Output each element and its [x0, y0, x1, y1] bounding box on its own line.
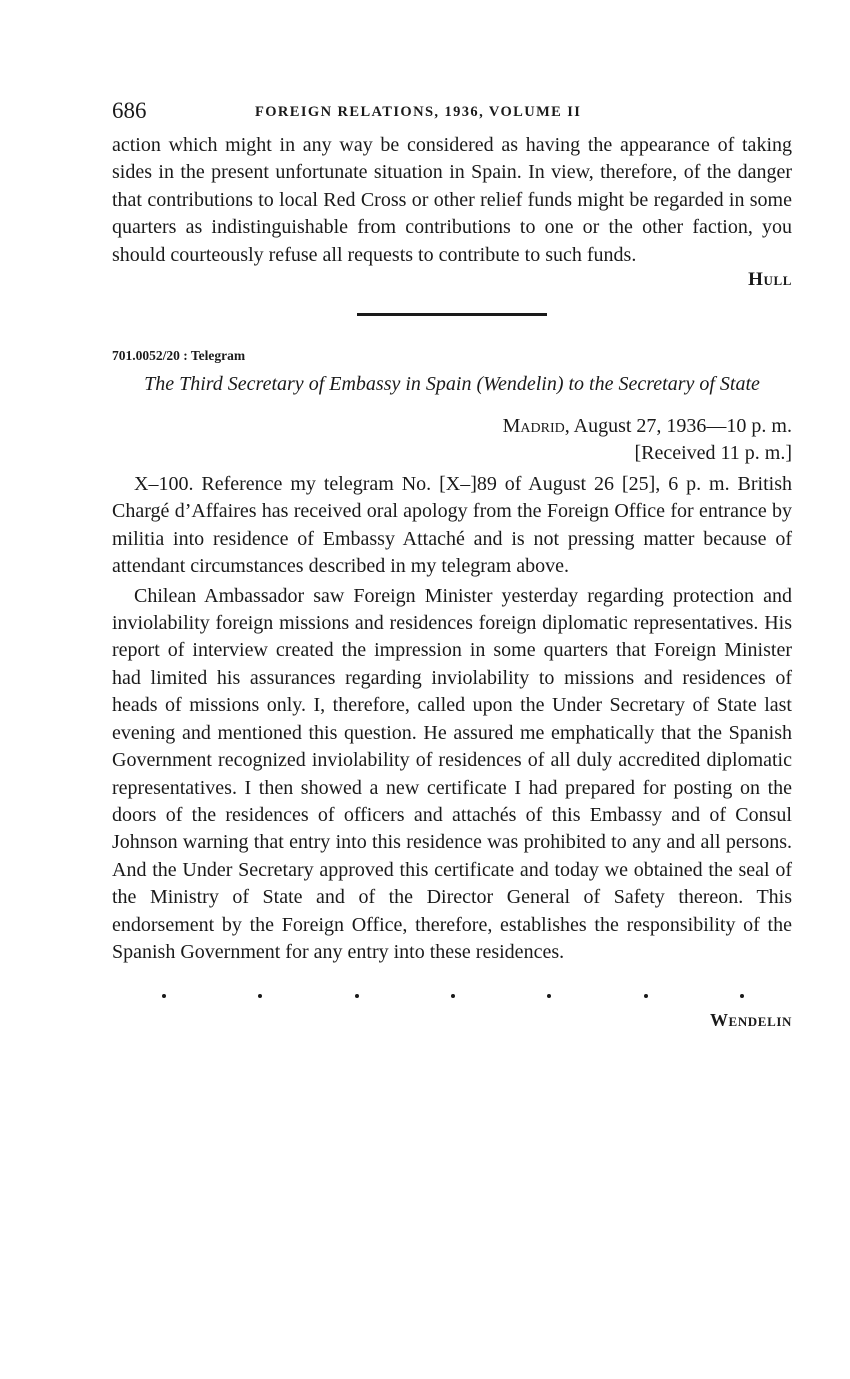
continuation-paragraph: action which might in any way be considered as having the appearance of taking sides in the present unfortunate situation in Spain. In view, therefore, of the danger that contributions to local Red Cross or other relief funds might be regarded in some quarters as indistinguishable from contributions to one or the other faction, you should courteously refuse all requests to contribute to such funds.: [112, 134, 792, 266]
received-note: [Received 11 p. m.]: [634, 442, 792, 465]
document-heading: The Third Secretary of Embassy in Spain (Wendelin) to the Secretary of State: [144, 373, 760, 396]
telegram-paragraph-1: X–100. Reference my telegram No. [X–]89 of August 26 [25], 6 p. m. British Chargé d’Affaires has received oral apology from the Foreign Office for entrance by militia into residence of Embassy Attaché and is not pressing matter because of attendant circumstances described in my telegram above.: [112, 473, 792, 578]
omission-dots: [112, 980, 792, 1000]
omission-dot: [162, 994, 166, 998]
signature-wendelin: Wendelin: [709, 1010, 792, 1031]
omission-dot: [355, 994, 359, 998]
section-divider: [357, 313, 547, 316]
omission-dot: [547, 994, 551, 998]
document-page: [112, 98, 792, 1031]
signature-hull: Hull: [748, 269, 792, 291]
omission-dot: [258, 994, 262, 998]
omission-dot: [451, 994, 455, 998]
omission-dot: [644, 994, 648, 998]
telegram-paragraph-2: Chilean Ambassador saw Foreign Minister yesterday regarding protection and inviolability foreign missions and residences foreign diplomatic representatives. His report of interview created the impression in some quarters that Foreign Minister had limited his assurances regarding inviolability to missions and residences of heads of missions only. I, therefore, called upon the Under Secretary of State last evening and mentioned this question. He assured me emphatically that the Spanish Government recognized inviolability of residences of all duly accredited diplomatic representatives. I then showed a new certificate I had prepared for posting on the doors of the residences of officers and attachés of this Embassy and of Consul Johnson warning that entry into this residence was prohibited to any and all persons. And the Under Secretary approved this certificate and today we obtained the seal of the Ministry of State and of the Director General of Safety thereon. This endorsement by the Foreign Office, therefore, establishes the responsibility of the Spanish Government for any entry into these residences.: [112, 584, 792, 963]
dateline-place: Madrid,: [502, 415, 570, 438]
dateline-date: August 27, 1936—10 p. m.: [569, 415, 792, 438]
omission-dot: [740, 994, 744, 998]
running-title: FOREIGN RELATIONS, 1936, VOLUME II: [255, 104, 582, 120]
dateline: [112, 413, 792, 440]
running-head: [112, 98, 792, 132]
file-reference: 701.0052/20 : Telegram: [112, 348, 246, 364]
page-number: 686: [112, 98, 147, 123]
